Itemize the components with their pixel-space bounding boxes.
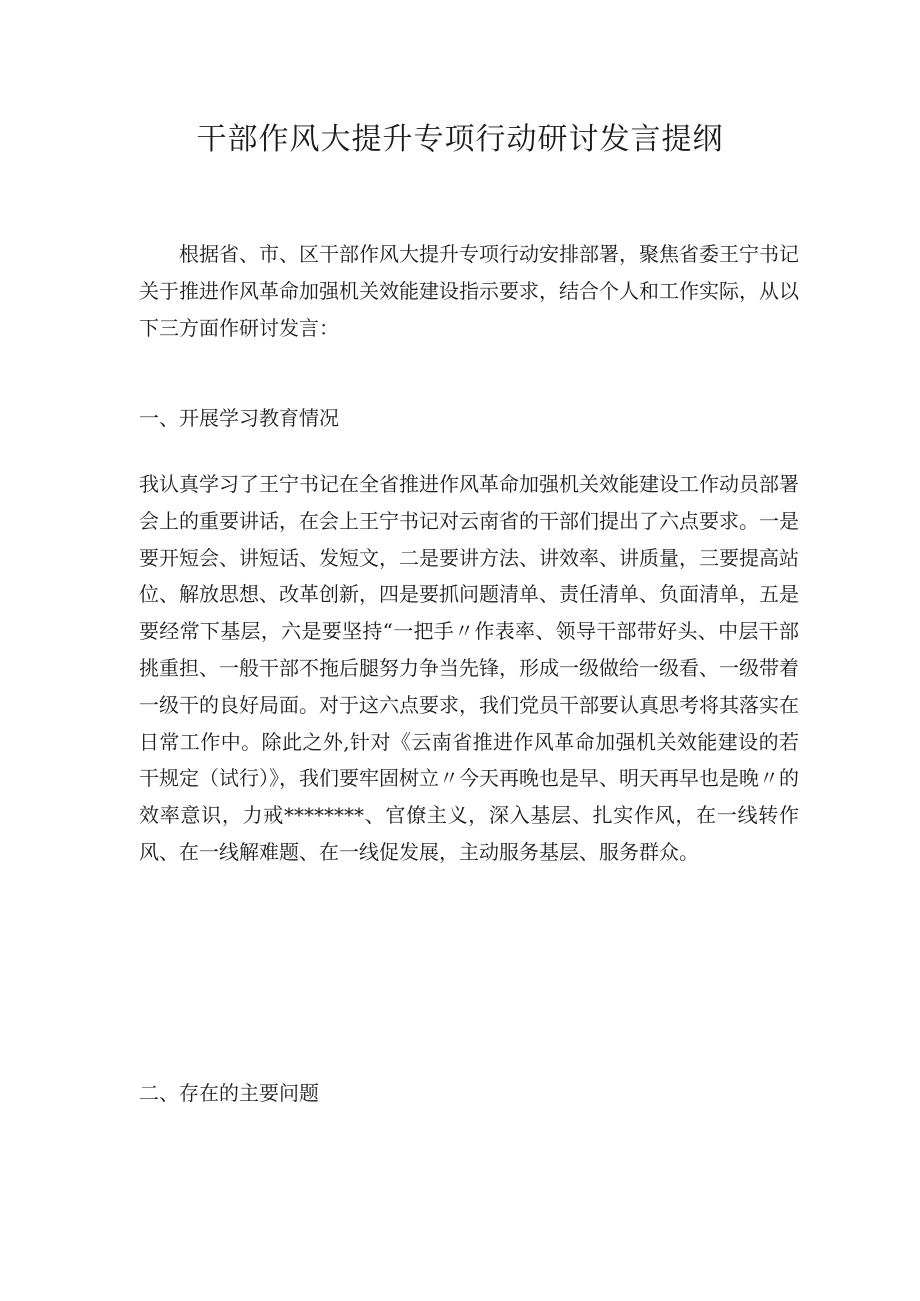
document-title: 干部作风大提升专项行动研讨发言提纲	[196, 122, 724, 157]
section-heading-2: 二、存在的主要问题	[139, 1081, 319, 1105]
section-heading-1: 一、开展学习教育情况	[139, 406, 339, 430]
section-1-paragraph: 我认真学习了王宁书记在全省推进作风革命加强机关效能建设工作动员部署会上的重要讲话，在会上王宁书记对云南省的干部们提出了六点要求。一是要开短会、讲短话、发短文，二是要讲方法、讲效率、讲质量，三要提高站位、解放思想、改革创新，四是要抓问题清单、责任清单、负面清单，五是要经常下基层，六是要坚持“一把手〃作表率、领导干部带好头、中层干部挑重担、一般干部不拖后腿努力争当先锋，形成一级做给一级看、一级带着一级干的良好局面。对于这六点要求，我们党员干部要认真思考将其落实在日常工作中。除此之外,针对《云南省推进作风革命加强机关效能建设的若干规定（试行）》，我们要牢固树立〃今天再晚也是早、明天再早也是晚〃的效率意识，力戒********、官僚主义，深入基层、扎实作风，在一线转作风、在一线解难题、在一线促发展，主动服务基层、服务群众。	[139, 472, 799, 864]
intro-paragraph: 根据省、市、区干部作风大提升专项行动安排部署，聚焦省委王宁书记关于推进作风革命加强机关效能建设指示要求，结合个人和工作实际，从以下三方面作研讨发言：	[139, 242, 799, 340]
